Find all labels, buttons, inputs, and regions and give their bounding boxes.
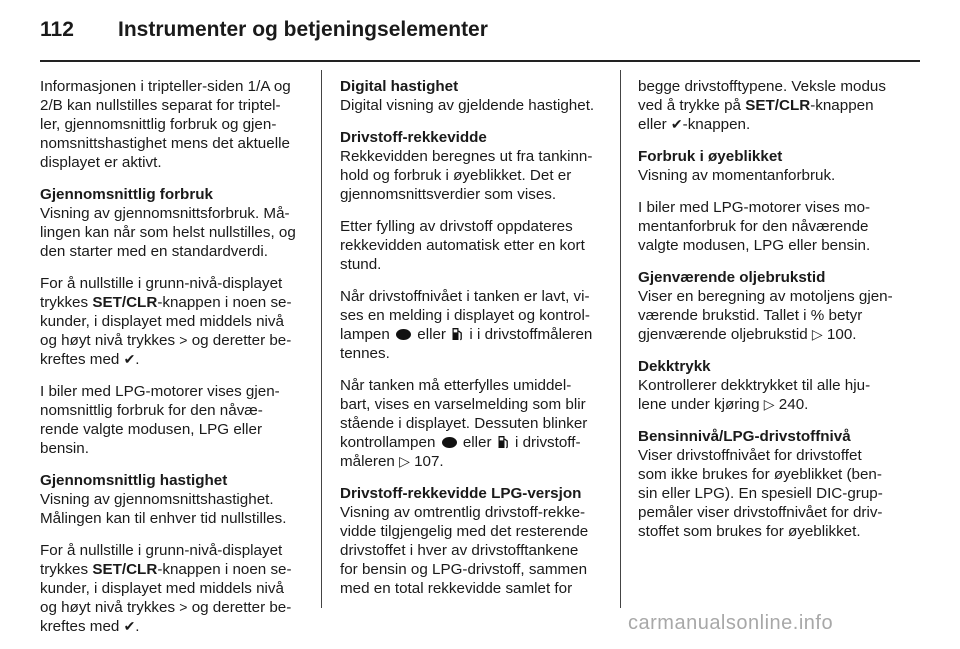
column-divider <box>620 70 621 608</box>
section-heading: Drivstoff-rekkevidde <box>340 129 487 146</box>
section-heading: Gjenværende oljebrukstid <box>638 269 826 286</box>
section-fuel-range: Drivstoff-rekkevidde Rekkevidden beregnes ut fra tankinn- hold og forbruk i øyeblikket. Det er gjennomsnittsverdier som vises. <box>340 128 608 204</box>
set-clr-label: SET/CLR <box>745 97 811 114</box>
paragraph: Informasjonen i tripteller-siden 1/A og 2/B kan nullstilles separat for triptel- ler, gjennomsnittlig forbruk og gjen- nomsnittshastighet mens det aktuelle displayet er aktivt. <box>40 78 291 171</box>
check-icon: ✔ <box>123 351 136 367</box>
column-2 <box>340 77 608 611</box>
warning-lamp-icon <box>396 329 411 340</box>
paragraph: I biler med LPG-motorer vises gjen- nomsnittlig forbruk for den nåvæ- rende valgte modusen, LPG eller bensin. <box>40 383 280 457</box>
page-reference-icon: ▷ <box>811 326 823 342</box>
paragraph: Når tanken må etterfylles umiddel- bart, vises en varselmelding som blir stående i displayet. Dessuten blinker kontrollampen eller i drivstoff- måleren ▷ 107. <box>340 377 588 470</box>
header-rule <box>40 60 920 62</box>
page-reference-icon: ▷ <box>763 396 775 412</box>
column-1 <box>40 77 308 649</box>
warning-lamp-icon <box>442 437 457 448</box>
page-title: Instrumenter og betjeningselementer <box>118 18 488 41</box>
chevron-right-icon: > <box>179 599 188 615</box>
check-icon: ✔ <box>123 618 136 634</box>
section-heading: Bensinnivå/LPG-drivstoffnivå <box>638 428 851 445</box>
section-fuel-level: Bensinnivå/LPG-drivstoffnivå Viser drivstoffnivået for drivstoffet som ikke brukes for øyeblikket (ben- sin eller LPG). En spesiell DIC-grup- pemåler viser drivstoffnivået for driv- stoffet som brukes for øyeblikket. <box>638 427 908 541</box>
fuel-pump-icon <box>498 435 509 449</box>
section-heading: Gjennomsnittlig hastighet <box>40 472 228 489</box>
column-3 <box>638 77 908 554</box>
chevron-right-icon: > <box>179 332 188 348</box>
section-average-speed: Gjennomsnittlig hastighet Visning av gjennomsnittshastighet. Målingen kan til enhver tid nullstilles. <box>40 471 308 528</box>
section-oil-life: Gjenværende oljebrukstid Viser en beregning av motoljens gjen- værende brukstid. Tallet i % betyr gjenværende oljebrukstid ▷ 100. <box>638 268 908 344</box>
paragraph: For å nullstille i grunn-nivå-displayet trykkes SET/CLR-knappen i noen se- kunder, i displayet med middels nivå og høyt nivå trykkes > og deretter be- kreftes med ✔. <box>40 275 292 368</box>
page-header <box>40 18 920 58</box>
paragraph: I biler med LPG-motorer vises mo- mentanforbruk for den nåværende valgte modusen, LPG eller bensin. <box>638 199 871 254</box>
section-heading: Forbruk i øyeblikket <box>638 148 783 165</box>
fuel-pump-icon <box>452 327 463 341</box>
set-clr-label: SET/CLR <box>92 561 158 578</box>
section-instant-consumption: Forbruk i øyeblikket Visning av momentanforbruk. <box>638 147 908 185</box>
paragraph: For å nullstille i grunn-nivå-displayet trykkes SET/CLR-knappen i noen se- kunder, i displayet med middels nivå og høyt nivå trykkes > og deretter be- kreftes med ✔. <box>40 542 292 635</box>
check-icon: ✔ <box>670 116 683 132</box>
section-tyre-pressure: Dekktrykk Kontrollerer dekktrykket til alle hju- lene under kjøring ▷ 240. <box>638 357 908 414</box>
column-divider <box>321 70 322 608</box>
watermark: carmanualsonline.info <box>628 612 834 634</box>
paragraph: Etter fylling av drivstoff oppdateres rekkevidden automatisk etter en kort stund. <box>340 218 585 273</box>
section-lpg-range: Drivstoff-rekkevidde LPG-versjon Visning av omtrentlig drivstoff-rekke- vidde tilgjengelig med det resterende drivstoffet i hver av drivstofftankene for bensin og LPG-drivstoff, sammen med en total rekkevidde samlet for <box>340 484 608 598</box>
section-heading: Dekktrykk <box>638 358 711 375</box>
paragraph: Når drivstoffnivået i tanken er lavt, vi- ses en melding i displayet og kontrol- lampen eller i i drivstoffmåleren tennes. <box>340 288 593 362</box>
section-heading: Gjennomsnittlig forbruk <box>40 186 213 203</box>
section-average-consumption: Gjennomsnittlig forbruk Visning av gjennomsnittsforbruk. Må- lingen kan når som helst nullstilles, og den starter med en standardverdi. <box>40 185 308 261</box>
paragraph: begge drivstofftypene. Veksle modus ved å trykke på SET/CLR-knappen eller ✔-knappen. <box>638 78 886 133</box>
page-number: 112 <box>40 18 74 41</box>
section-digital-speed: Digital hastighet Digital visning av gjeldende hastighet. <box>340 77 608 115</box>
section-heading: Digital hastighet <box>340 78 459 95</box>
section-heading: Drivstoff-rekkevidde LPG-versjon <box>340 485 582 502</box>
page-reference-icon: ▷ <box>399 453 410 469</box>
set-clr-label: SET/CLR <box>92 294 158 311</box>
